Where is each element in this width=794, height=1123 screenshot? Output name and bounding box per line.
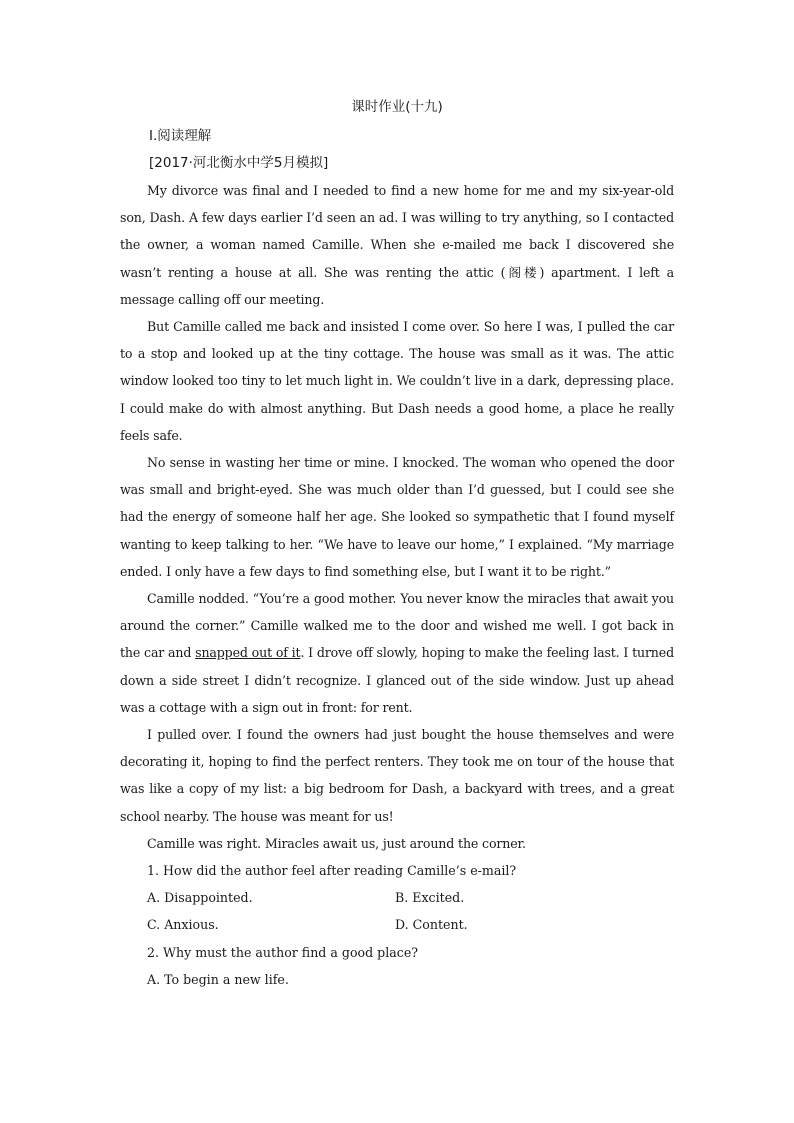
paragraph-5: I pulled over. I found the owners had just bought the house themselves and were decorating it, hoping to find the perfect renters. They took me on tour of the house that was like a copy of my list: a big bedroom for Dash, a backyard with trees, and a great school nearby. The house was meant for us! [120,727,674,824]
paragraph-6: Camille was right. Miracles await us, just around the corner. [147,835,526,851]
paragraph-4-text-after: . I drove off slowly, hoping to make the feeling last. I turned down a side street I didn’t recognize. I glanced out of the side window. Just up ahead was a cottage with a sign out in front: for rent. [120,645,674,715]
question-1-option-a: A. Disappointed. [147,890,253,906]
page-title: 课时作业(十九) [351,99,443,115]
paragraph-4 [120,585,674,721]
question-1-option-d: D. Content. [395,917,468,933]
question-2-stem: 2. Why must the author find a good place? [147,944,419,960]
question-1-option-b: B. Excited. [395,890,465,906]
question-1-option-c: C. Anxious. [147,917,219,933]
question-1-stem: 1. How did the author feel after reading Camille’s e-mail? [147,863,517,879]
underlined-phrase: snapped out of it [195,645,301,661]
paragraph-2: But Camille called me back and insisted I come over. So here I was, I pulled the car to a stop and looked up at the tiny cottage. The house was small as it was. The attic window looked too tiny to let much light in. We couldn’t live in a dark, depressing place. I could make do with almost anything. But Dash needs a good home, a place he really feels safe. [120,319,674,443]
passage-body [120,177,674,993]
question-1-options-row-2 [120,911,674,938]
section-heading: Ⅰ.阅读理解 [149,128,212,144]
source-label: [2017·河北衡水中学5月模拟] [149,155,329,171]
question-2-option-a: A. To begin a new life. [147,971,289,987]
paragraph-3: No sense in wasting her time or mine. I knocked. The woman who opened the door was small and bright-eyed. She was much older than I’d guessed, but I could see she had the energy of someone half her age. She looked so sympathetic that I found myself wanting to keep talking to her. “We have to leave our home,” I explained. “My marriage ended. I only have a few days to find something else, but I want it to be right.” [120,455,674,579]
paragraph-4-text-before: Camille nodded. “You’re a good mother. You never know the miracles that await you around the corner.” Camille walked me to the door and wished me well. I got back in the car and [120,591,674,661]
paragraph-1: My divorce was final and I needed to find a new home for me and my six-year-old son, Dash. A few days earlier I’d seen an ad. I was willing to try anything, so I contacted the owner, a woman named Camille. When she e-mailed me back I discovered she wasn’t renting a house at all. She was renting the attic (阁楼) apartment. I left a message calling off our meeting. [120,183,674,307]
question-1-options-row-1 [120,884,674,911]
